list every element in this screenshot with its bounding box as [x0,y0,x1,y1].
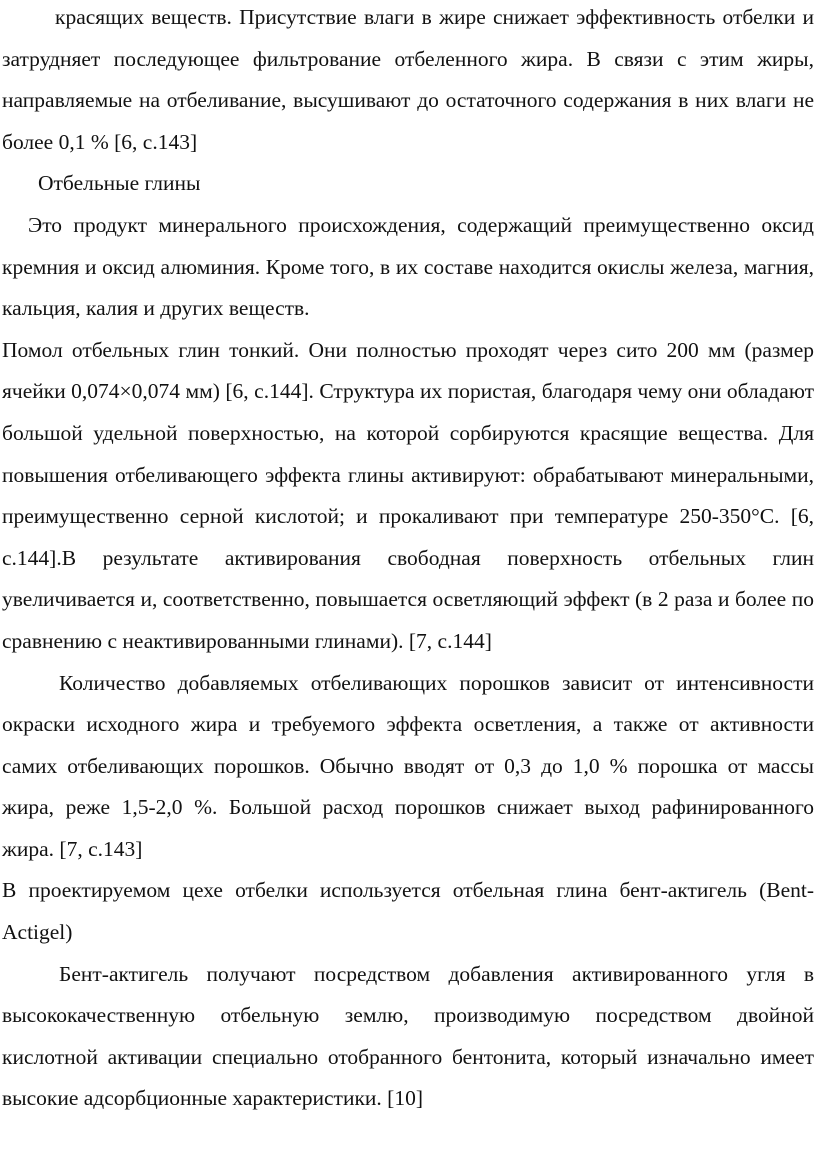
paragraph-clay-composition: Это продукт минерального происхождения, содержащий преимущественно оксид кремния и оксид алюминия. Кроме того, в их составе находится окислы железа, магния, кальция, калия и других веществ. [2,212,814,321]
paragraph-powder-quantity: Количество добавляемых отбеливающих порошков зависит от интенсивности окраски исходного жира и требуемого эффекта осветления, а также от активности самих отбеливающих порошков. Обычно вводят от 0,3 до 1,0 % порошка от массы жира, реже 1,5-2,0 %. Большой расход порошков снижает выход рафинированного жира. [7, с.143] [2,670,814,861]
paragraph-bent-actigel-production: Бент-актигель получают посредством добавления активированного угля в высококачественную отбельную землю, производимую посредством двойной кислотной активации специально отобранного бентонита, который изначально имеет высокие адсорбционные характеристики. [10] [2,961,814,1111]
paragraph-bleaching-moisture: красящих веществ. Присутствие влаги в жире снижает эффективность отбелки и затрудняет последующее фильтрование отбеленного жира. В связи с этим жиры, направляемые на отбеливание, высушивают до остаточного содержания в них влаги не более 0,1 % [6, с.143] [2,5,814,154]
section-heading-bleaching-clays: Отбельные глины [38,171,201,196]
paragraph-clay-grinding-activation: Помол отбельных глин тонкий. Они полностью проходят через сито 200 мм (размер ячейки 0,074×0,074 мм) [6, с.144]. Структура их пористая, благодаря чему они обладают большой удельной поверхностью, на которой сорбируются красящие вещества. Для повышения отбеливающего эффекта глины активируют: обрабатывают минеральными, преимущественно серной кислотой; и прокаливают при температуре 250-350°С. [6, с.144].В результате активирования свободная поверхность отбельных глин увеличивается и, соответственно, повышается осветляющий эффект (в 2 раза и более по сравнению с неактивированными глинами). [7, с.144] [2,337,814,653]
paragraph-designed-shop-clay: В проектируемом цехе отбелки используется отбельная глина бент-актигель (Bent-Actigel) [2,878,814,945]
